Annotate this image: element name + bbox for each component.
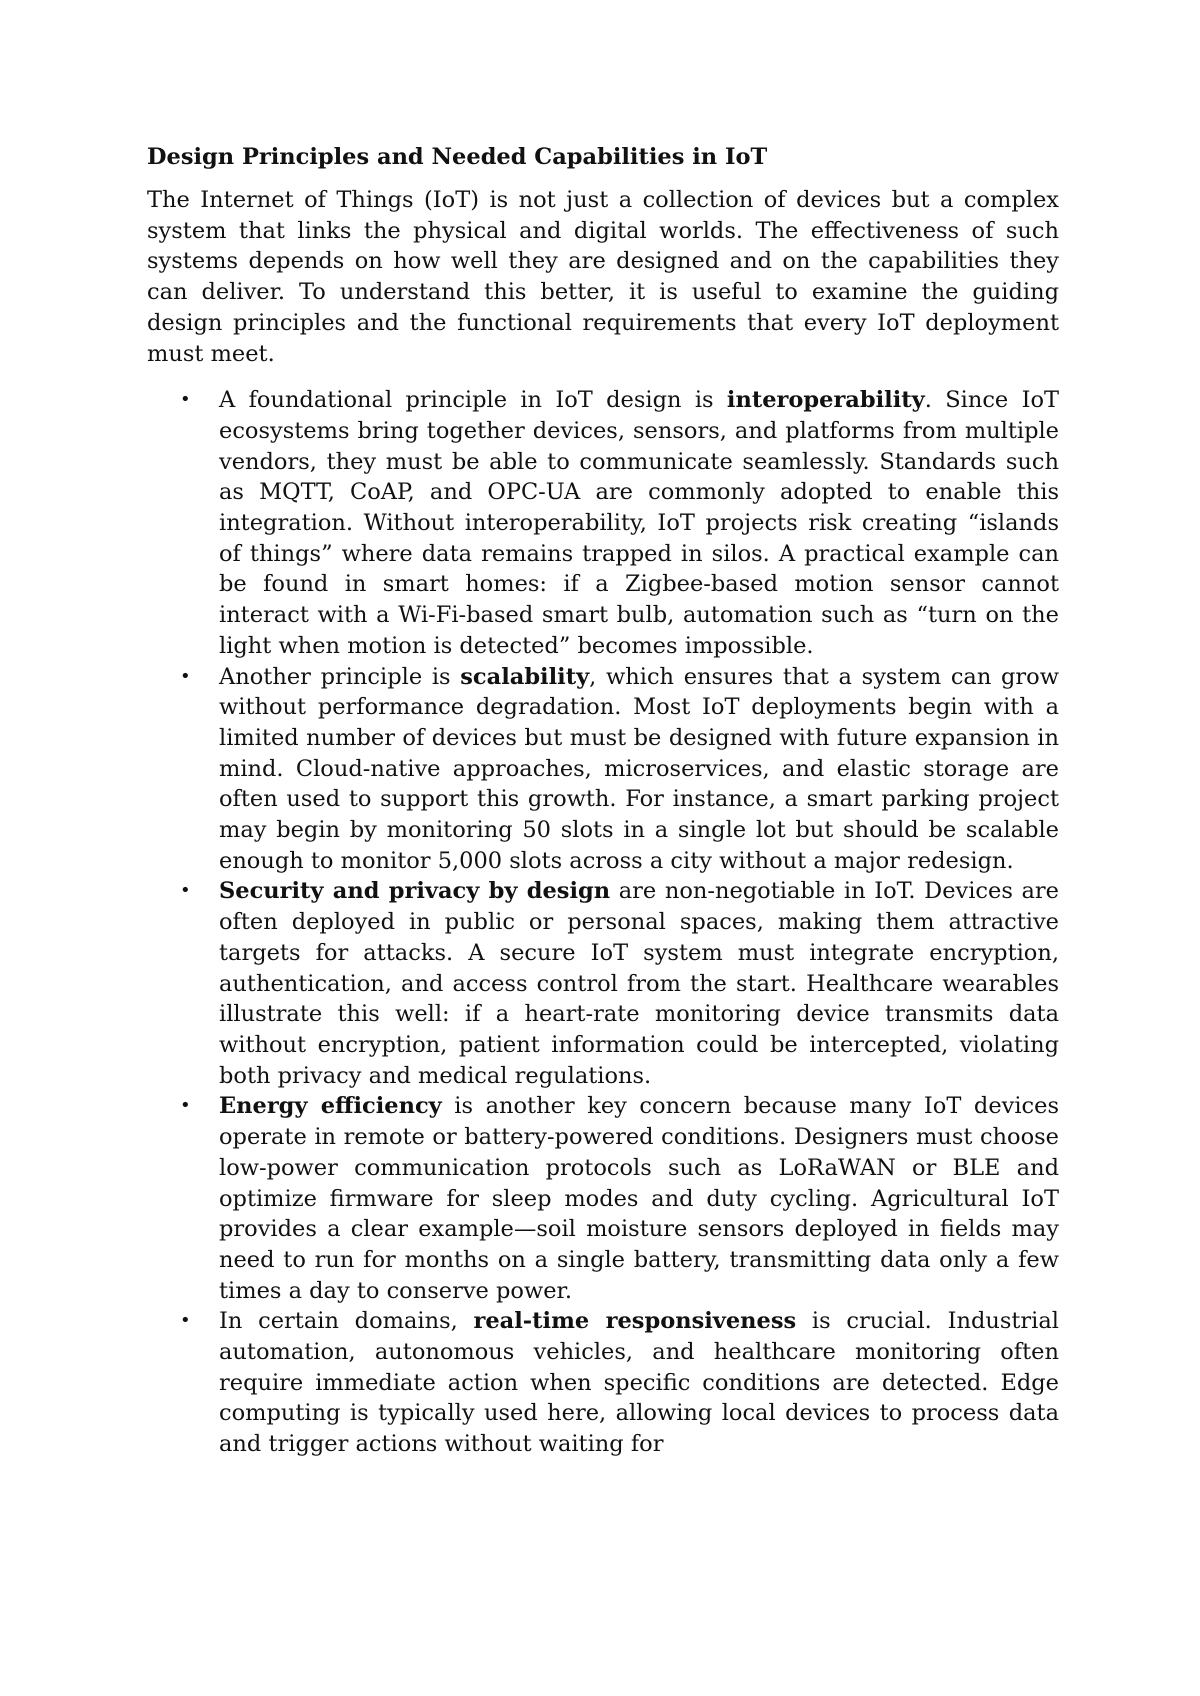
item-text-before: Another principle is (219, 663, 461, 690)
bullet-icon: • (180, 1095, 191, 1117)
item-term: scalability (460, 663, 590, 690)
item-text-after: . Since IoT ecosystems bring together devices, sensors, and platforms from multiple vendors, they must be able to communicate seamlessly. Standards such as MQTT, CoAP, and OPC-UA are commonly adopted to enable this integration. Without interoperability, IoT projects risk creating “islands of things” where data remains trapped in silos. A practical example can be found in smart homes: if a Zigbee-based motion sensor cannot interact with a Wi-Fi-based smart bulb, automation such as “turn on the light when motion is detected” becomes impossible. (219, 387, 1060, 659)
bullet-icon: • (180, 665, 191, 687)
item-term: Energy efficiency (219, 1093, 442, 1120)
item-text-before: A foundational principle in IoT design is (219, 387, 727, 414)
item-text-after: , which ensures that a system can grow without performance degradation. Most IoT deployments begin with a limited number of devices but must be designed with future expansion in mind. Cloud-native approaches, microservices, and elastic storage are often used to support this growth. For instance, a smart parking project may begin by monitoring 50 slots in a single lot but should be scalable enough to monitor 5,000 slots across a city without a major redesign. (219, 663, 1059, 874)
item-term: real-time responsiveness (473, 1308, 797, 1335)
document-title: Design Principles and Needed Capabilities in IoT (147, 144, 768, 170)
item-term: Security and privacy by design (219, 878, 611, 905)
item-text-after: are non-negotiable in IoT. Devices are often deployed in public or personal spaces, making them attractive targets for attacks. A secure IoT system must integrate encryption, authentication, and access control from the start. Healthcare wearables illustrate this well: if a heart-rate monitoring device transmits data without encryption, patient information could be intercepted, violating both privacy and medical regulations. (219, 878, 1059, 1089)
list-item-interoperability (147, 385, 1059, 661)
document-page (147, 142, 1059, 1460)
bullet-icon: • (180, 1310, 191, 1332)
bullet-icon: • (180, 880, 191, 902)
bullet-icon: • (180, 389, 191, 411)
item-text-after: is crucial. Industrial automation, autonomous vehicles, and healthcare monitoring often require immediate action when specific conditions are detected. Edge computing is typically used here, allowing local devices to process data and trigger actions without waiting for (219, 1308, 1059, 1458)
list-item-scalability (147, 662, 1059, 877)
item-text-before: In certain domains, (219, 1308, 474, 1335)
principles-list (147, 385, 1059, 1460)
item-term: interoperability (726, 387, 925, 414)
list-item-energy-efficiency (147, 1091, 1059, 1306)
list-item-security (147, 876, 1059, 1091)
item-text-after: is another key concern because many IoT devices operate in remote or battery-powered conditions. Designers must choose low-power communication protocols such as LoRaWAN or BLE and optimize firmware for sleep modes and duty cycling. Agricultural IoT provides a clear example—soil moisture sensors deployed in fields may need to run for months on a single battery, transmitting data only a few times a day to conserve power. (219, 1093, 1060, 1304)
intro-paragraph: The Internet of Things (IoT) is not just a collection of devices but a complex system that links the physical and digital worlds. The effectiveness of such systems depends on how well they are designed and on the capabilities they can deliver. To understand this better, it is useful to examine the guiding design principles and the functional requirements that every IoT deployment must meet. (147, 187, 1059, 367)
list-item-real-time (147, 1306, 1059, 1460)
